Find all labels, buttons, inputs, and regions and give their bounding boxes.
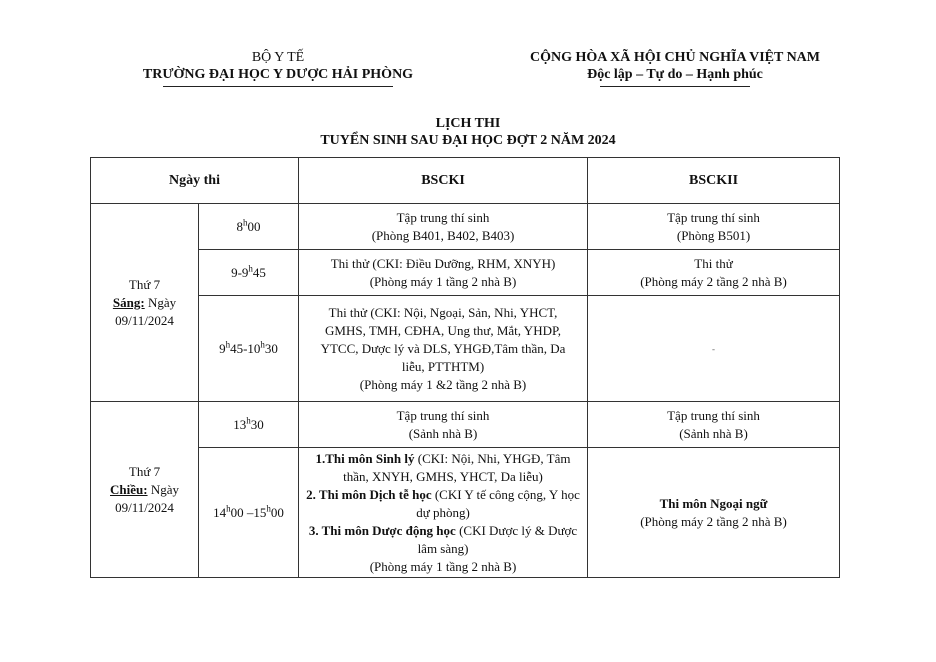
header-left-rule <box>163 86 393 87</box>
time-cell: 9$^h$45-10$^h$30 <box>199 296 299 402</box>
foreign-language-exam: Thi môn Ngoại ngữ <box>659 495 768 511</box>
morning-date: 09/11/2024 <box>115 312 174 328</box>
country-name: CỘNG HÒA XÃ HỘI CHỦ NGHĨA VIỆT NAM <box>529 50 820 65</box>
table-row <box>91 448 840 578</box>
table-row <box>91 402 840 448</box>
bsckii-cell: Thi thử (Phòng máy 2 tầng 2 nhà B) <box>588 250 840 296</box>
room-info: (Phòng máy 2 tầng 2 nhà B) <box>640 513 787 529</box>
morning-session-label: Sáng: <box>112 294 145 310</box>
subject-1: 1.Thi môn Sinh lý (CKI: Nội, Nhi, YHGĐ, Tâm thần, XNYH, GMHS, YHCT, Da liễu) <box>315 450 571 484</box>
time-cell: 14$^h$00 –15$^h$00 <box>199 448 299 578</box>
bsckii-cell: Tập trung thí sinh (Sảnh nhà B) <box>588 402 840 448</box>
header-left <box>108 50 448 87</box>
table-row <box>91 250 840 296</box>
afternoon-date: 09/11/2024 <box>115 499 174 515</box>
header-right-rule <box>600 86 750 87</box>
afternoon-date-cell <box>91 402 199 578</box>
bsckii-cell <box>588 448 840 578</box>
university-name: TRƯỜNG ĐẠI HỌC Y DƯỢC HẢI PHÒNG <box>142 67 414 82</box>
document-title <box>0 115 936 149</box>
header-right <box>505 50 845 87</box>
time-cell: 13$^h$30 <box>199 402 299 448</box>
room-info: (Phòng máy 1 tầng 2 nhà B) <box>369 558 517 574</box>
ministry-name: BỘ Y TẾ <box>251 50 305 65</box>
header-bscki: BSCKI <box>299 158 588 204</box>
bscki-cell: Thi thử (CKI: Nội, Ngoại, Sản, Nhi, YHCT, GMHS, TMH, CĐHA, Ung thư, Mắt, YHDP, YTCC, Dược lý và DLS, YHGĐ,Tâm thần, Da liễu, PTTHTM) (Phòng máy 1 &2 tầng 2 nhà B) <box>299 296 588 402</box>
header-bsckii: BSCKII <box>588 158 840 204</box>
time-cell: 8$^h$00 <box>199 204 299 250</box>
bscki-cell: Tập trung thí sinh (Sảnh nhà B) <box>299 402 588 448</box>
morning-session <box>97 294 192 312</box>
afternoon-day: Thứ 7 <box>128 463 161 479</box>
morning-date-cell <box>91 204 199 402</box>
bsckii-cell: - <box>588 296 840 402</box>
table-header-row <box>91 158 840 204</box>
time-cell: 9-9$^h$45 <box>199 250 299 296</box>
bsckii-cell: Tập trung thí sinh (Phòng B501) <box>588 204 840 250</box>
title-line-1: LỊCH THI <box>435 116 501 131</box>
afternoon-session-label: Chiều: <box>110 481 148 497</box>
exam-schedule-table <box>90 157 840 578</box>
bscki-cell: Thi thử (CKI: Điều Dưỡng, RHM, XNYH) (Phòng máy 1 tầng 2 nhà B) <box>299 250 588 296</box>
bscki-cell <box>299 448 588 578</box>
afternoon-session-suffix: Ngày <box>147 481 179 497</box>
morning-session-suffix: Ngày <box>144 294 177 310</box>
subject-2: 2. Thi môn Dịch tễ học (CKI Y tế công cộng, Y học dự phòng) <box>306 486 580 520</box>
title-line-2: TUYỂN SINH SAU ĐẠI HỌC ĐỢT 2 NĂM 2024 <box>320 133 616 148</box>
table-row <box>91 204 840 250</box>
table-row <box>91 296 840 402</box>
afternoon-session <box>97 481 192 499</box>
bscki-cell: Tập trung thí sinh (Phòng B401, B402, B403) <box>299 204 588 250</box>
national-motto: Độc lập – Tự do – Hạnh phúc <box>587 67 763 82</box>
subject-3: 3. Thi môn Dược động học (CKI Dược lý & Dược lâm sàng) <box>308 522 578 556</box>
morning-day: Thứ 7 <box>128 276 161 292</box>
header-date: Ngày thi <box>91 158 299 204</box>
